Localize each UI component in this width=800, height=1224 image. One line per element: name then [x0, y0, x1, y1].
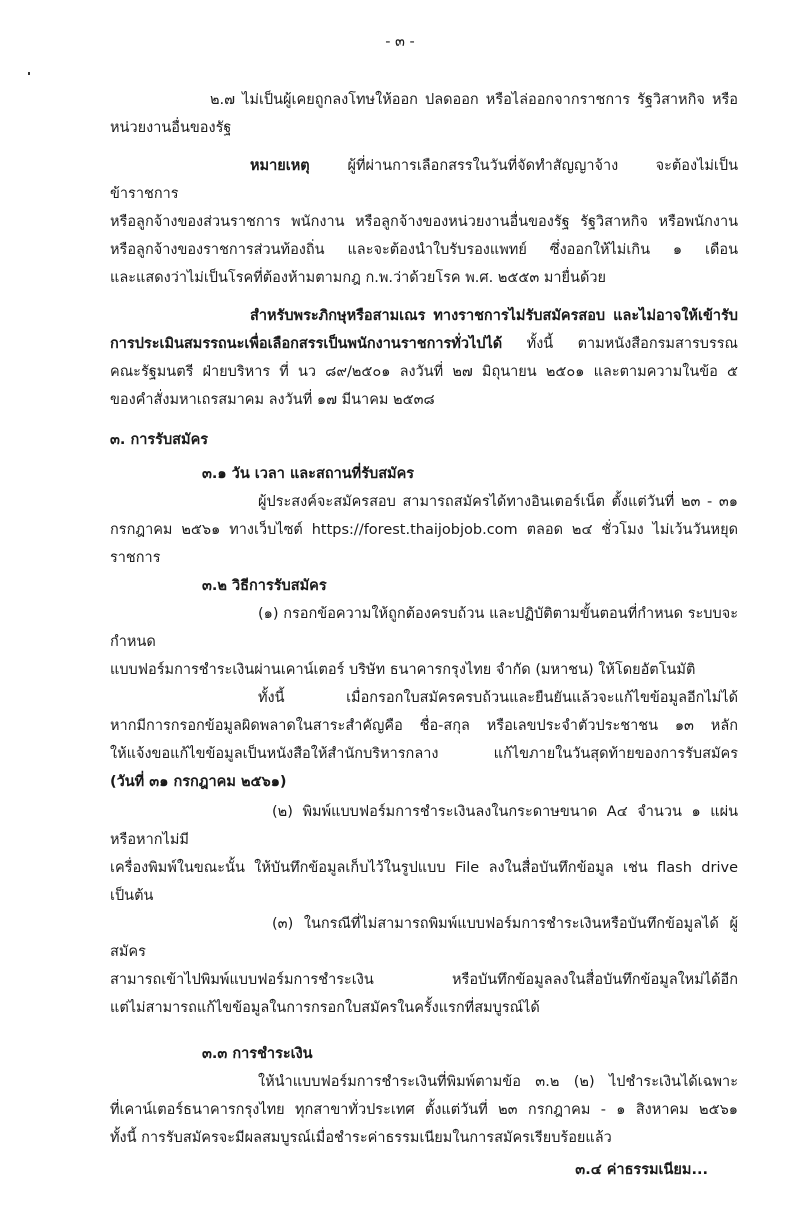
text-segment: (๓) ในกรณีที่ไม่สามารถพิมพ์แบบฟอร์มการชำระเงินหรือบันทึกข้อมูลได้ ผู้สมัคร — [110, 916, 738, 960]
text-line — [110, 208, 738, 236]
text-segment: ผู้ประสงค์จะสมัครสอบ สามารถสมัครได้ทางอินเตอร์เน็ต ตั้งแต่วันที่ ๒๓ - ๓๑ — [258, 494, 738, 510]
bold-text: ๓.๓ การชำระเงิน — [202, 1046, 313, 1062]
text-line — [110, 1040, 738, 1068]
text-line — [110, 994, 738, 1022]
text-line — [110, 1124, 738, 1152]
text-segment: สามารถเข้าไปพิมพ์แบบฟอร์มการชำระเงิน หรือบันทึกข้อมูลลงในสื่อบันทึกข้อมูลใหม่ได้อีก — [110, 972, 738, 988]
bold-text: สำหรับพระภิกษุหรือสามเณร ทางราชการไม่รับสมัครสอบ และไม่อาจให้เข้ารับ — [250, 308, 738, 324]
text-line — [110, 264, 738, 292]
text-line — [110, 236, 738, 264]
text-line — [110, 152, 738, 208]
text-line — [110, 114, 738, 142]
text-line — [110, 768, 738, 796]
text-line — [110, 656, 738, 684]
text-segment: กรกฎาคม ๒๕๖๑ ทางเว็บไซต์ https://forest.thaijobjob.com ตลอด ๒๔ ชั่วโมง ไม่เว้นวันหยุดราชการ — [110, 522, 738, 566]
text-segment: และแสดงว่าไม่เป็นโรคที่ต้องห้ามตามกฎ ก.พ.ว่าด้วยโรค พ.ศ. ๒๕๕๓ มายื่นด้วย — [110, 270, 607, 286]
text-segment: ๒.๗ ไม่เป็นผู้เคยถูกลงโทษให้ออก ปลดออก หรือไล่ออกจากราชการ รัฐวิสาหกิจ หรือ — [210, 92, 738, 108]
text-line — [110, 1068, 738, 1096]
text-segment: ให้นำแบบฟอร์มการชำระเงินที่พิมพ์ตามข้อ ๓.๒ (๒) ไปชำระเงินได้เฉพาะ — [258, 1074, 738, 1090]
bold-text: ๓.๑ วัน เวลา และสถานที่รับสมัคร — [202, 466, 415, 482]
text-segment: หน่วยงานอื่นของรัฐ — [110, 120, 232, 136]
bold-text: (วันที่ ๓๑ กรกฎาคม ๒๕๖๑) — [110, 774, 287, 790]
text-line — [110, 488, 738, 516]
text-segment: คณะรัฐมนตรี ฝ่ายบริหาร ที่ นว ๘๙/๒๕๐๑ ลงวันที่ ๒๗ มิถุนายน ๒๕๐๑ และตามความในข้อ ๕ — [110, 364, 738, 380]
text-segment: หรือลูกจ้างของราชการส่วนท้องถิ่น และจะต้องนำใบรับรองแพทย์ ซึ่งออกให้ไม่เกิน ๑ เดือน — [110, 242, 738, 258]
text-segment: ให้แจ้งขอแก้ไขข้อมูลเป็นหนังสือให้สำนักบริหารกลาง แก้ไขภายในวันสุดท้ายของการรับสมัคร — [110, 746, 738, 762]
text-line — [110, 740, 738, 768]
bold-text: ๓. การรับสมัคร — [110, 432, 209, 448]
text-line — [110, 572, 738, 600]
bold-text: การประเมินสมรรถนะเพื่อเลือกสรรเป็นพนักงานราชการทั่วไปได้ — [110, 336, 503, 352]
page-number: - ๓ - — [385, 34, 415, 50]
text-segment: เครื่องพิมพ์ในขณะนั้น ให้บันทึกข้อมูลเก็บไว้ในรูปแบบ File ลงในสื่อบันทึกข้อมูล เช่น flash drive เป็นต้น — [110, 860, 738, 904]
text-line — [110, 516, 738, 572]
text-segment: ผู้ที่ผ่านการเลือกสรรในวันที่จัดทำสัญญาจ้าง จะต้องไม่เป็นข้าราชการ — [110, 158, 738, 202]
text-line — [110, 302, 738, 330]
text-segment: ทั้งนี้ เมื่อกรอกใบสมัครครบถ้วนและยืนยันแล้วจะแก้ไขข้อมูลอีกไม่ได้ — [258, 690, 738, 706]
text-segment: (๒) พิมพ์แบบฟอร์มการชำระเงินลงในกระดาษขนาด A๔ จำนวน ๑ แผ่น หรือหากไม่มี — [110, 804, 738, 848]
bold-text: ๓.๔ ค่าธรรมเนียม... — [575, 1162, 708, 1178]
text-line — [110, 966, 738, 994]
text-line — [110, 358, 738, 386]
text-line — [110, 600, 738, 656]
text-segment: หากมีการกรอกข้อมูลผิดพลาดในสาระสำคัญคือ ชื่อ-สกุล หรือเลขประจำตัวประชาชน ๑๓ หลัก — [110, 718, 738, 734]
text-line — [110, 426, 738, 454]
text-segment: หรือลูกจ้างของส่วนราชการ พนักงาน หรือลูกจ้างของหน่วยงานอื่นของรัฐ รัฐวิสาหกิจ หรือพนักงาน — [110, 214, 738, 230]
text-line — [110, 330, 738, 358]
scan-speck — [28, 72, 30, 75]
text-line — [110, 854, 738, 910]
text-segment: ทั้งนี้ การรับสมัครจะมีผลสมบูรณ์เมื่อชำระค่าธรรมเนียมในการสมัครเรียบร้อยแล้ว — [110, 1130, 612, 1146]
text-line — [110, 684, 738, 712]
text-line — [110, 910, 738, 966]
text-segment: แบบฟอร์มการชำระเงินผ่านเคาน์เตอร์ บริษัท ธนาคารกรุงไทย จำกัด (มหาชน) ให้โดยอัตโนมัติ — [110, 662, 696, 678]
text-segment: ทั้งนี้ ตามหนังสือกรมสารบรรณ — [502, 336, 738, 352]
text-line — [110, 386, 738, 414]
text-segment: แต่ไม่สามารถแก้ไขข้อมูลในการกรอกใบสมัครในครั้งแรกที่สมบูรณ์ได้ — [110, 1000, 540, 1016]
text-segment: (๑) กรอกข้อความให้ถูกต้องครบถ้วน และปฏิบัติตามขั้นตอนที่กำหนด ระบบจะกำหนด — [110, 606, 738, 650]
text-segment: ของคำสั่งมหาเถรสมาคม ลงวันที่ ๑๗ มีนาคม ๒๕๓๘ — [110, 392, 435, 408]
text-line — [110, 460, 738, 488]
bold-text: ๓.๒ วิธีการรับสมัคร — [202, 578, 327, 594]
text-line — [110, 1096, 738, 1124]
text-line — [110, 1156, 708, 1184]
bold-text: หมายเหตุ — [250, 158, 348, 174]
text-line — [110, 712, 738, 740]
text-line — [110, 86, 738, 114]
text-line — [110, 798, 738, 854]
text-segment: ที่เคาน์เตอร์ธนาคารกรุงไทย ทุกสาขาทั่วประเทศ ตั้งแต่วันที่ ๒๓ กรกฎาคม - ๑ สิงหาคม ๒๕๖๑ — [110, 1102, 738, 1118]
